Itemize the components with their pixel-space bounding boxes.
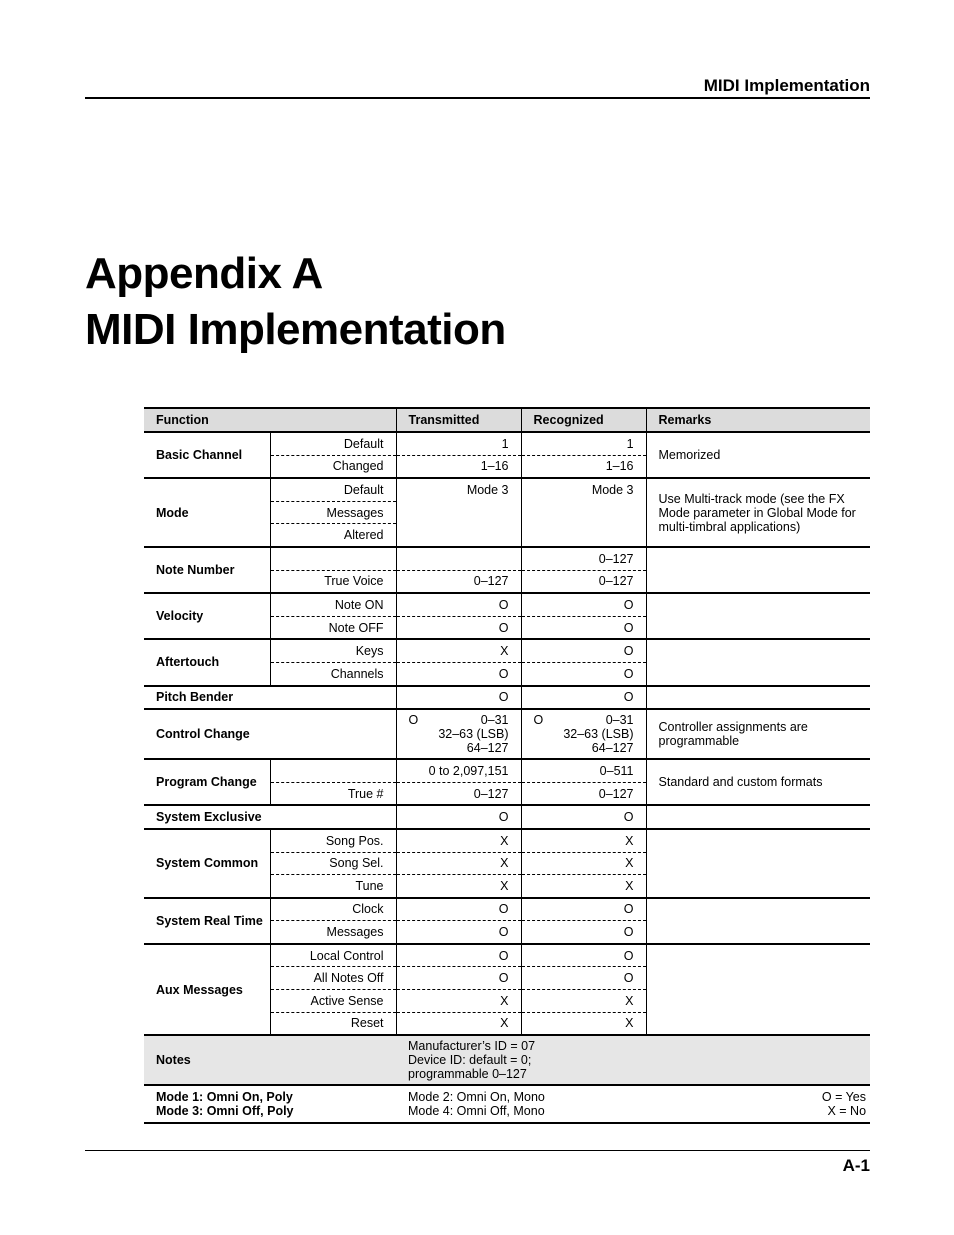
sub-label: Altered (270, 524, 396, 547)
recognized-value: 0–127 (521, 547, 646, 570)
remarks (646, 944, 870, 1035)
recognized-value: O (521, 639, 646, 662)
recognized-value: 0–511 (521, 759, 646, 782)
page-title (85, 246, 506, 358)
transmitted-value: X (396, 1012, 521, 1035)
recognized-value: O (521, 898, 646, 921)
no-key: X = No (827, 1104, 867, 1119)
sub-label: Note ON (270, 593, 396, 616)
function-label: System Common (144, 829, 270, 898)
notes-text (396, 1035, 870, 1085)
function-label: Velocity (144, 593, 270, 639)
table-row (144, 805, 870, 829)
recognized-value: O (521, 662, 646, 685)
table-header-row (144, 408, 870, 432)
col-header-transmitted: Transmitted (396, 408, 521, 432)
transmitted-value: X (396, 829, 521, 852)
mode-4: Mode 4: Omni Off, Mono (408, 1104, 545, 1119)
table-row (144, 709, 870, 759)
sub-label: True # (270, 782, 396, 805)
remarks (646, 593, 870, 639)
transmitted-value: O (396, 616, 521, 639)
transmitted-value: 0–127 (396, 782, 521, 805)
remarks: Use Multi-track mode (see the FX Mode parameter in Global Mode for multi-timbral applications) (646, 478, 870, 547)
transmitted-value: 0 to 2,097,151 (396, 759, 521, 782)
table-row (144, 829, 870, 852)
sub-label: Tune (270, 875, 396, 898)
sub-label: True Voice (270, 570, 396, 593)
function-label: Mode (144, 478, 270, 547)
sub-label: Song Sel. (270, 852, 396, 875)
sub-label: Note OFF (270, 616, 396, 639)
running-header: MIDI Implementation (85, 75, 870, 99)
modes-left (144, 1085, 396, 1123)
transmitted-value: O (396, 805, 521, 829)
recognized-value: 0–127 (521, 782, 646, 805)
transmitted-value: O (396, 921, 521, 944)
recognized-value (521, 709, 646, 759)
recognized-value: O (521, 593, 646, 616)
col-header-recognized: Recognized (521, 408, 646, 432)
remarks: Memorized (646, 432, 870, 478)
notes-line: programmable 0–127 (408, 1067, 527, 1082)
function-label: Program Change (144, 759, 270, 805)
sub-label: Messages (270, 921, 396, 944)
remarks (646, 805, 870, 829)
remarks (646, 547, 870, 593)
transmitted-value: X (396, 639, 521, 662)
sub-label: Clock (270, 898, 396, 921)
mode-1: Mode 1: Omni On, Poly (156, 1090, 293, 1105)
remarks (646, 898, 870, 944)
sub-label: Local Control (270, 944, 396, 967)
sub-label: Changed (270, 455, 396, 478)
function-label: Aux Messages (144, 944, 270, 1035)
table-row (144, 944, 870, 967)
recognized-value: X (521, 852, 646, 875)
recognized-value: O (521, 686, 646, 710)
remarks (646, 829, 870, 898)
table-row (144, 593, 870, 616)
function-label: Basic Channel (144, 432, 270, 478)
footer-rule (85, 1150, 870, 1151)
recognized-value: O (521, 805, 646, 829)
yes-key: O = Yes (821, 1090, 867, 1105)
recognized-value: X (521, 829, 646, 852)
function-label: System Exclusive (144, 805, 396, 829)
sub-label: Song Pos. (270, 829, 396, 852)
transmitted-mark: O (408, 713, 419, 728)
sub-label: All Notes Off (270, 967, 396, 990)
recognized-value: X (521, 990, 646, 1013)
midi-implementation-table (144, 407, 870, 1124)
recognized-value: O (521, 921, 646, 944)
table-row (144, 639, 870, 662)
transmitted-value: X (396, 875, 521, 898)
transmitted-value (396, 501, 521, 524)
sub-label (270, 759, 396, 782)
sub-label: Active Sense (270, 990, 396, 1013)
transmitted-value: O (396, 944, 521, 967)
transmitted-value: Mode 3 (396, 478, 521, 501)
transmitted-value: O (396, 593, 521, 616)
transmitted-value (396, 709, 521, 759)
table-row (144, 547, 870, 570)
remarks: Controller assignments are programmable (646, 709, 870, 759)
recognized-value (521, 524, 646, 547)
range-line: 32–63 (LSB) (438, 727, 509, 742)
recognized-value: Mode 3 (521, 478, 646, 501)
transmitted-value: O (396, 967, 521, 990)
transmitted-value: 0–127 (396, 570, 521, 593)
sub-label: Keys (270, 639, 396, 662)
table-row (144, 432, 870, 455)
sub-label: Default (270, 432, 396, 455)
range-line: 0–31 (480, 713, 509, 728)
table-row (144, 478, 870, 501)
sub-label: Default (270, 478, 396, 501)
transmitted-value: O (396, 898, 521, 921)
range-line: 32–63 (LSB) (563, 727, 634, 742)
function-label: Aftertouch (144, 639, 270, 685)
transmitted-value (396, 524, 521, 547)
recognized-value: 1–16 (521, 455, 646, 478)
recognized-value: O (521, 967, 646, 990)
function-label: System Real Time (144, 898, 270, 944)
recognized-value (521, 501, 646, 524)
sub-label: Messages (270, 501, 396, 524)
remarks (646, 686, 870, 710)
function-label: Control Change (144, 709, 396, 759)
symbol-key (646, 1085, 870, 1123)
table-row (144, 898, 870, 921)
transmitted-value: O (396, 662, 521, 685)
notes-line: Device ID: default = 0; (408, 1053, 532, 1068)
range-line: 64–127 (591, 741, 634, 756)
recognized-value: O (521, 944, 646, 967)
recognized-value: X (521, 875, 646, 898)
transmitted-value: X (396, 852, 521, 875)
transmitted-value: O (396, 686, 521, 710)
remarks: Standard and custom formats (646, 759, 870, 805)
notes-line: Manufacturer’s ID = 07 (408, 1039, 536, 1054)
sub-label: Reset (270, 1012, 396, 1035)
page-number: A-1 (842, 1156, 870, 1175)
modes-middle (396, 1085, 646, 1123)
recognized-ranges (563, 713, 633, 755)
transmitted-value: X (396, 990, 521, 1013)
transmitted-value: 1–16 (396, 455, 521, 478)
mode-3: Mode 3: Omni Off, Poly (156, 1104, 294, 1119)
table-row (144, 759, 870, 782)
remarks (646, 639, 870, 685)
function-label: Note Number (144, 547, 270, 593)
transmitted-ranges (438, 713, 508, 755)
table-row (144, 686, 870, 710)
function-label: Pitch Bender (144, 686, 396, 710)
transmitted-value: 1 (396, 432, 521, 455)
recognized-value: O (521, 616, 646, 639)
mode-2: Mode 2: Omni On, Mono (408, 1090, 545, 1105)
recognized-value: 1 (521, 432, 646, 455)
recognized-value: 0–127 (521, 570, 646, 593)
range-line: 0–31 (605, 713, 634, 728)
range-line: 64–127 (466, 741, 509, 756)
sub-label: Channels (270, 662, 396, 685)
transmitted-value (396, 547, 521, 570)
title-line-2: MIDI Implementation (85, 305, 506, 354)
notes-row (144, 1035, 870, 1085)
notes-label: Notes (144, 1035, 396, 1085)
col-header-remarks: Remarks (646, 408, 870, 432)
modes-legend-row (144, 1085, 870, 1123)
recognized-mark: O (533, 713, 544, 728)
title-line-1: Appendix A (85, 249, 323, 298)
col-header-function: Function (144, 408, 396, 432)
recognized-value: X (521, 1012, 646, 1035)
sub-label (270, 547, 396, 570)
